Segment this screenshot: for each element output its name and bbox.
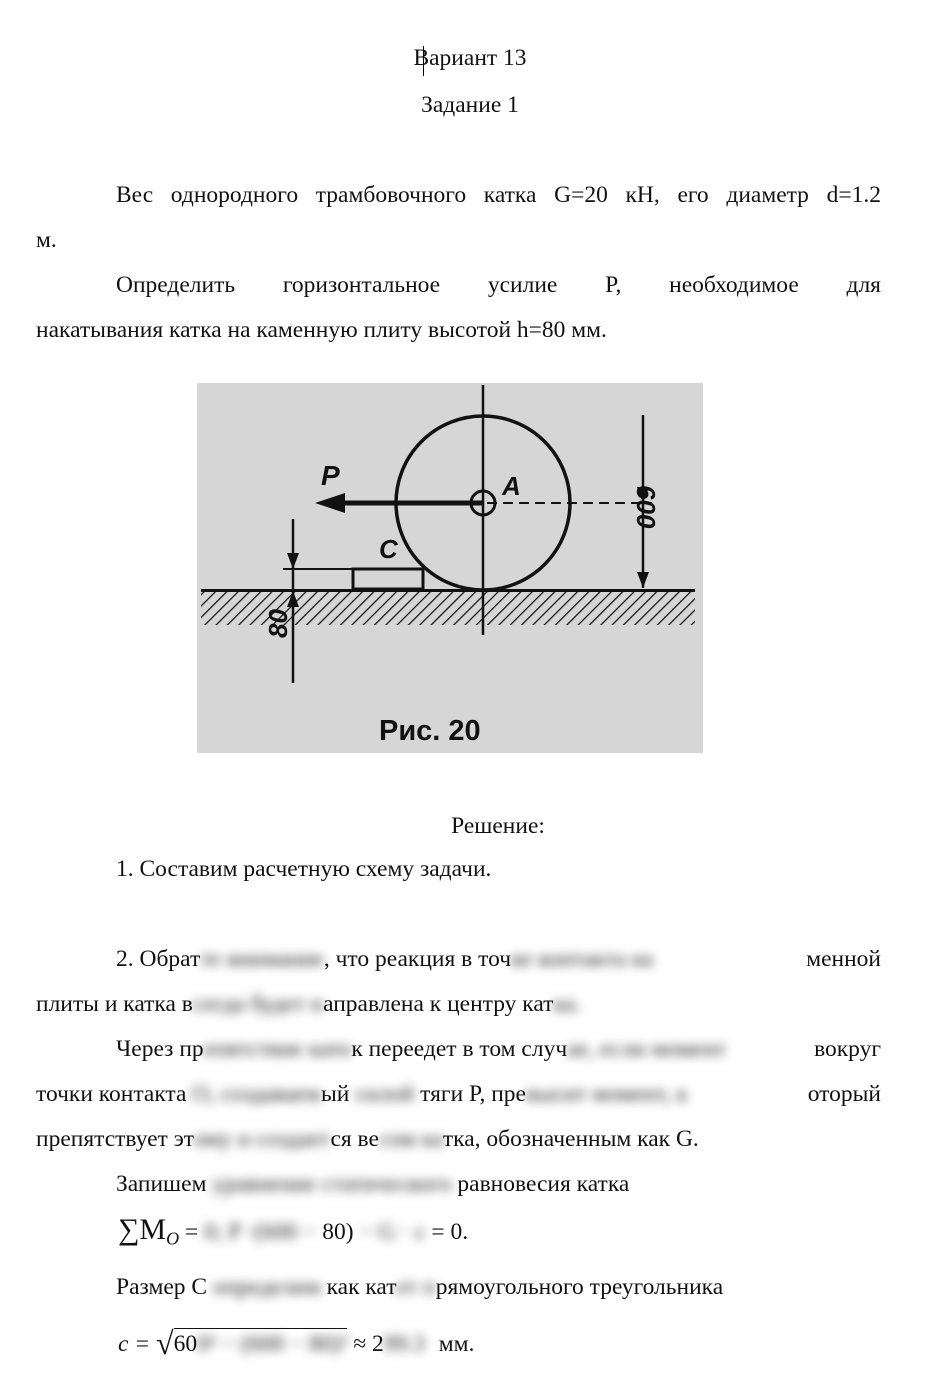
redacted-fragment: ае, если момент bbox=[567, 1036, 726, 1062]
redacted-fragment: сегда будет н bbox=[192, 991, 324, 1017]
redacted-fragment: ке контакта ка bbox=[511, 946, 654, 972]
solution-step-2-line-1 bbox=[116, 937, 881, 982]
text-fragment: тка, обозначенным как G. bbox=[442, 1126, 699, 1152]
redacted-fragment: силой bbox=[349, 1081, 421, 1107]
ground-line bbox=[201, 589, 695, 592]
text-fragment: Размер C bbox=[116, 1274, 208, 1300]
formula-equals: = bbox=[184, 1219, 199, 1245]
text-fragment: к переедет в том случ bbox=[351, 1036, 568, 1062]
formula-radicand-start: 60 bbox=[173, 1331, 198, 1357]
problem-line-2-cont: накатывания катка на каменную плиту высотой h=80 мм. bbox=[36, 317, 607, 343]
formula-radicand bbox=[174, 1328, 348, 1357]
label-p: P bbox=[321, 460, 340, 491]
solution-para-5 bbox=[116, 1265, 881, 1310]
redacted-fragment: − G · c bbox=[353, 1219, 432, 1245]
label-a: A bbox=[502, 471, 521, 501]
redacted-fragment: ому и создает bbox=[193, 1126, 331, 1152]
solution-heading: Решение: bbox=[451, 813, 545, 839]
text-fragment: тяги P, пре bbox=[420, 1081, 526, 1107]
solution-para-3-line-1 bbox=[116, 1027, 881, 1072]
solution-step-1: 1. Составим расчетную схему задачи. bbox=[116, 856, 492, 882]
redacted-fragment: уравнение статич bbox=[206, 1171, 388, 1197]
stone-slab bbox=[353, 569, 423, 589]
text-fragment: рямоугольного треугольника bbox=[435, 1274, 724, 1300]
formula-sum: ∑M bbox=[118, 1213, 167, 1246]
redacted-fragment: еского bbox=[387, 1171, 458, 1197]
text-fragment: менной bbox=[806, 946, 881, 972]
dim-600-label: 600 bbox=[631, 485, 661, 529]
redacted-fragment: ет п bbox=[396, 1274, 436, 1300]
formula-end: = 0. bbox=[431, 1219, 469, 1245]
text-fragment: точки контакта bbox=[36, 1081, 187, 1107]
redacted-fragment: O, создаваем bbox=[186, 1081, 321, 1107]
redacted-fragment: высит момент, к bbox=[526, 1081, 688, 1107]
text-fragment: аправлена к центру кат bbox=[323, 991, 554, 1017]
redacted-fragment: сом ка bbox=[379, 1126, 443, 1152]
text-fragment: , что реакция в точ bbox=[323, 946, 512, 972]
sqrt-icon: √ bbox=[156, 1325, 174, 1361]
text-fragment: препятствует эт bbox=[36, 1126, 194, 1152]
figure-caption: Рис. 20 bbox=[379, 715, 481, 747]
task-title: Задание 1 bbox=[421, 92, 519, 118]
redacted-fragment: 99.3 bbox=[383, 1331, 425, 1357]
formula-term: 80) bbox=[322, 1219, 354, 1245]
dim-80-label: 80 bbox=[263, 609, 293, 638]
text-fragment: ся ве bbox=[330, 1126, 380, 1152]
figure-roller-diagram bbox=[197, 383, 703, 753]
label-c: C bbox=[379, 534, 398, 564]
formula-subscript: O bbox=[166, 1228, 180, 1249]
problem-line-2: Определить горизонтальное усилие P, необходимое для bbox=[116, 272, 881, 298]
text-fragment: Запишем bbox=[116, 1171, 207, 1197]
formula-approx: ≈ 2 bbox=[353, 1331, 384, 1357]
text-fragment: как кат bbox=[326, 1274, 397, 1300]
text-fragment: оторый bbox=[807, 1081, 881, 1107]
variant-title: Вариант 13 bbox=[413, 45, 527, 71]
formula-unit: мм. bbox=[438, 1331, 475, 1357]
problem-line-1-cont: м. bbox=[36, 227, 57, 253]
formula-moment-equation bbox=[118, 1213, 468, 1253]
solution-para-3-line-2 bbox=[36, 1072, 881, 1117]
solution-step-2-line-2 bbox=[36, 982, 881, 1027]
redacted-fragment: 0; P ·(600 − bbox=[204, 1219, 323, 1245]
text-fragment: Через пр bbox=[116, 1036, 204, 1062]
dim-80-arrow-top bbox=[287, 553, 299, 569]
text-fragment: 2. Обрат bbox=[116, 946, 201, 972]
text-fragment: вокруг bbox=[814, 1036, 881, 1062]
roller-diagram-svg bbox=[197, 383, 703, 753]
redacted-fragment: определим bbox=[207, 1274, 327, 1300]
problem-line-1: Вес однородного трамбовочного катка G=20 кН, его диаметр d=1.2 bbox=[116, 182, 881, 208]
text-fragment: равновесия катка bbox=[457, 1171, 630, 1197]
redacted-fragment: ка. bbox=[553, 991, 581, 1017]
redacted-fragment: те внимание bbox=[200, 946, 324, 972]
text-fragment: ый bbox=[320, 1081, 350, 1107]
solution-para-3-line-3 bbox=[36, 1117, 881, 1162]
redacted-fragment: епятствие като bbox=[203, 1036, 352, 1062]
solution-para-4 bbox=[116, 1162, 881, 1207]
dim-600-arrow-bottom bbox=[637, 572, 649, 588]
text-fragment: плиты и катка в bbox=[36, 991, 193, 1017]
force-p-arrowhead bbox=[315, 493, 345, 513]
formula-c-lhs: c = bbox=[118, 1331, 151, 1357]
redacted-fragment: 0² − (600 − 80)² bbox=[197, 1331, 348, 1357]
formula-c-size bbox=[118, 1325, 474, 1365]
